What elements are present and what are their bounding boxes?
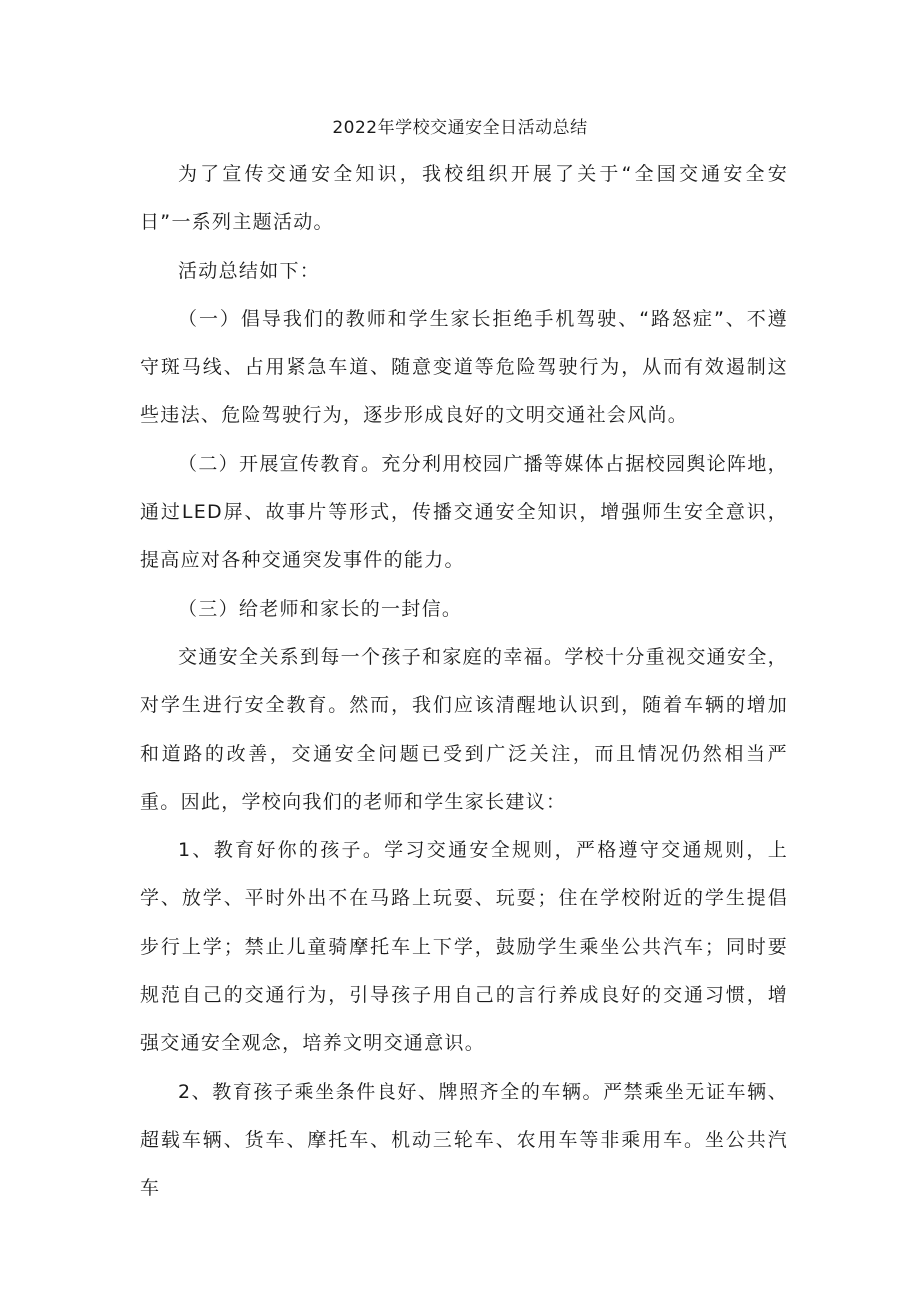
paragraph-suggestion-2: 2、教育孩子乘坐条件良好、牌照齐全的车辆。严禁乘坐无证车辆、超载车辆、货车、摩托车、机动三轮车、农用车等非乘用车。坐公共汽车: [140, 1080, 788, 1200]
paragraph-item-2: （二）开展宣传教育。充分利用校园广播等媒体占据校园舆论阵地，通过LED屏、故事片等形式，传播交通安全知识，增强师生安全意识，提高应对各种交通突发事件的能力。: [140, 452, 788, 572]
document-body: [140, 150, 788, 1213]
paragraph-summary-heading: 活动总结如下：: [178, 259, 321, 282]
document-title: 2022年学校交通安全日活动总结: [332, 118, 588, 138]
paragraph-intro: 为了宣传交通安全知识，我校组织开展了关于“全国交通安全安日”一系列主题活动。: [140, 163, 788, 234]
paragraph-item-3: （三）给老师和家长的一封信。: [178, 597, 463, 620]
paragraph-letter-intro: 交通安全关系到每一个孩子和家庭的幸福。学校十分重视交通安全，对学生进行安全教育。然而，我们应该清醒地认识到，随着车辆的增加和道路的改善，交通安全问题已受到广泛关注，而且情况仍然相当严重。因此，学校向我们的老师和学生家长建议：: [140, 645, 788, 813]
paragraph-suggestion-1: 1、教育好你的孩子。学习交通安全规则，严格遵守交通规则，上学、放学、平时外出不在马路上玩耍、玩耍；住在学校附近的学生提倡步行上学；禁止儿童骑摩托车上下学，鼓励学生乘坐公共汽车；同时要规范自己的交通行为，引导孩子用自己的言行养成良好的交通习惯，增强交通安全观念，培养文明交通意识。: [140, 839, 788, 1055]
paragraph-item-1: （一）倡导我们的教师和学生家长拒绝手机驾驶、“路怒症”、不遵守斑马线、占用紧急车道、随意变道等危险驾驶行为，从而有效遏制这些违法、危险驾驶行为，逐步形成良好的文明交通社会风尚。: [140, 307, 788, 427]
